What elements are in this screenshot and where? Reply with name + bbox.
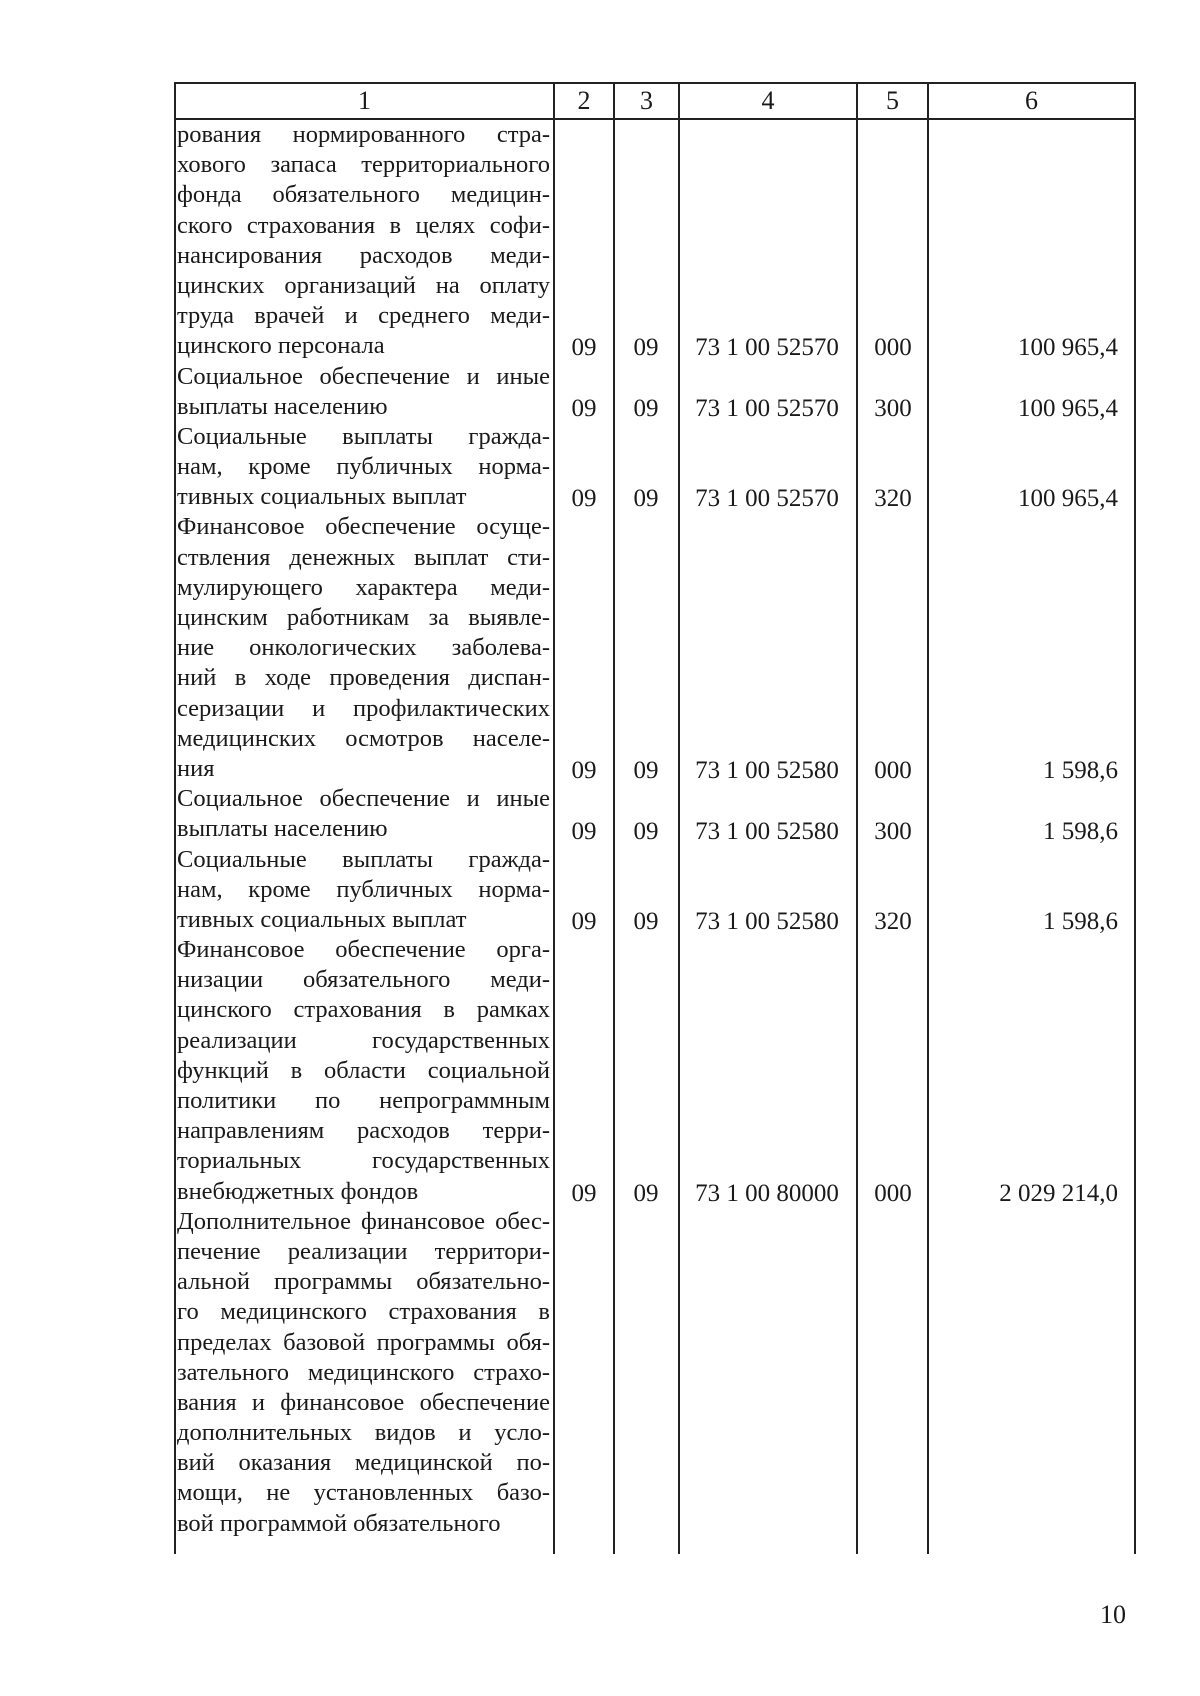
cell-c4: 73 1 00 52570 — [695, 394, 839, 422]
col-border-4 — [856, 82, 858, 1554]
col-border-5 — [927, 82, 929, 1554]
description-line: ния — [177, 754, 215, 782]
description-line: нансирования расходов меди- — [177, 241, 550, 269]
cell-c2: 09 — [571, 334, 597, 362]
description-line: мулирующего характера меди- — [177, 573, 550, 601]
description-line: вий оказания медицинской по- — [177, 1449, 550, 1477]
description-line: печение реализации территори- — [177, 1237, 550, 1265]
cell-c4: 73 1 00 52570 — [695, 485, 839, 513]
description-line: функций в области социальной — [177, 1056, 550, 1084]
cell-c3: 09 — [633, 485, 659, 513]
description-line: вания и финансовое обеспечение — [177, 1388, 550, 1416]
cell-c3: 09 — [633, 1180, 659, 1207]
cell-c2: 09 — [571, 1180, 597, 1207]
col-border-2 — [613, 82, 615, 1554]
cell-c2: 09 — [571, 908, 597, 936]
cell-c4: 73 1 00 80000 — [695, 1180, 839, 1207]
description-line: дополнительных видов и усло- — [177, 1419, 550, 1447]
cell-c6: 100 965,4 — [1018, 394, 1118, 422]
cell-c6: 1 598,6 — [1043, 817, 1118, 845]
description-line: Финансовое обеспечение орга- — [177, 936, 550, 964]
description-line: медицинских осмотров населе- — [177, 724, 550, 752]
description-line: нам, кроме публичных норма- — [177, 875, 550, 903]
col-border-0 — [174, 82, 176, 1554]
header-col-6: 6 — [1025, 86, 1038, 115]
col-border-6 — [1134, 82, 1136, 1554]
description-line: цинских организаций на оплату — [177, 271, 550, 299]
cell-c3: 09 — [633, 334, 659, 362]
description-line: тивных социальных выплат — [177, 483, 467, 511]
description-line: ториальных государственных — [177, 1147, 550, 1175]
description-line: тивных социальных выплат — [177, 905, 467, 933]
description-line: рования нормированного стра- — [177, 121, 550, 148]
description-line: Социальные выплаты гражда- — [177, 845, 550, 873]
header-col-4: 4 — [761, 86, 775, 115]
description-line: низации обязательного меди- — [177, 966, 550, 994]
description-line: нам, кроме публичных норма- — [177, 453, 550, 481]
cell-c6: 100 965,4 — [1018, 334, 1118, 362]
description-line: Социальное обеспечение и иные — [177, 785, 550, 813]
cell-c4: 73 1 00 52580 — [695, 757, 839, 785]
description-line: внебюджетных фондов — [177, 1177, 419, 1205]
cell-c2: 09 — [571, 485, 597, 513]
description-line: ний в ходе проведения диспан- — [177, 664, 550, 692]
header-col-2: 2 — [577, 86, 591, 115]
cell-c2: 09 — [571, 394, 597, 422]
cell-c4: 73 1 00 52580 — [695, 817, 839, 845]
cell-c5: 320 — [874, 908, 912, 936]
description-line: цинского персонала — [177, 332, 385, 360]
cell-c3: 09 — [633, 394, 659, 422]
description-line: го медицинского страхования в — [177, 1298, 550, 1326]
cell-c3: 09 — [633, 908, 659, 936]
cell-c6: 1 598,6 — [1043, 908, 1118, 936]
description-line: ского страхования в целях софи- — [177, 211, 550, 239]
cell-c4: 73 1 00 52570 — [695, 334, 839, 362]
description-line: зательного медицинского страхо- — [177, 1358, 550, 1386]
description-line: политики по непрограммным — [177, 1087, 550, 1114]
header-col-1: 1 — [358, 86, 371, 115]
description-line: вой программой обязательного — [177, 1509, 501, 1537]
cell-c5: 320 — [874, 485, 912, 513]
description-line: реализации государственных — [177, 1026, 550, 1054]
cell-c2: 09 — [571, 757, 597, 785]
cell-c6: 1 598,6 — [1043, 757, 1118, 785]
cell-c6: 100 965,4 — [1018, 485, 1118, 513]
description-column — [177, 120, 550, 1539]
description-line: пределах базовой программы обя- — [177, 1328, 550, 1356]
description-line: цинским работникам за выявле- — [177, 604, 550, 631]
cell-c2: 09 — [571, 817, 597, 845]
col-border-1 — [553, 82, 555, 1554]
cell-c5: 300 — [874, 817, 912, 845]
description-line: Социальное обеспечение и иные — [177, 362, 550, 390]
description-line: Социальные выплаты гражда- — [177, 422, 550, 450]
description-line: ствления денежных выплат сти- — [177, 543, 550, 571]
description-line: направлениям расходов терри- — [177, 1117, 550, 1145]
description-line: ние онкологических заболева- — [177, 634, 550, 662]
cell-c5: 000 — [874, 757, 912, 785]
description-line: мощи, не установленных базо- — [177, 1479, 550, 1507]
description-line: хового запаса территориального — [177, 151, 550, 179]
cell-c6: 2 029 214,0 — [999, 1180, 1118, 1207]
description-line: выплаты населению — [177, 392, 388, 420]
cell-c5: 000 — [874, 334, 912, 362]
description-line: Финансовое обеспечение осуще- — [177, 513, 550, 541]
page-number: 10 — [1100, 1600, 1126, 1629]
header-col-5: 5 — [886, 86, 899, 115]
cell-c5: 000 — [874, 1180, 912, 1207]
description-line: серизации и профилактических — [177, 694, 550, 722]
col-border-3 — [678, 82, 680, 1554]
description-line: Дополнительное финансовое обес- — [177, 1207, 550, 1235]
description-line: альной программы обязательно- — [177, 1268, 550, 1296]
cell-c4: 73 1 00 52580 — [695, 908, 839, 936]
header-col-3: 3 — [640, 86, 653, 115]
cell-c3: 09 — [633, 757, 659, 785]
cell-c5: 300 — [874, 394, 912, 422]
description-line: фонда обязательного медицин- — [177, 181, 550, 209]
description-line: выплаты населению — [177, 815, 388, 843]
description-line: труда врачей и среднего меди- — [177, 302, 550, 330]
description-line: цинского страхования в рамках — [177, 996, 550, 1024]
cell-c3: 09 — [633, 817, 659, 845]
